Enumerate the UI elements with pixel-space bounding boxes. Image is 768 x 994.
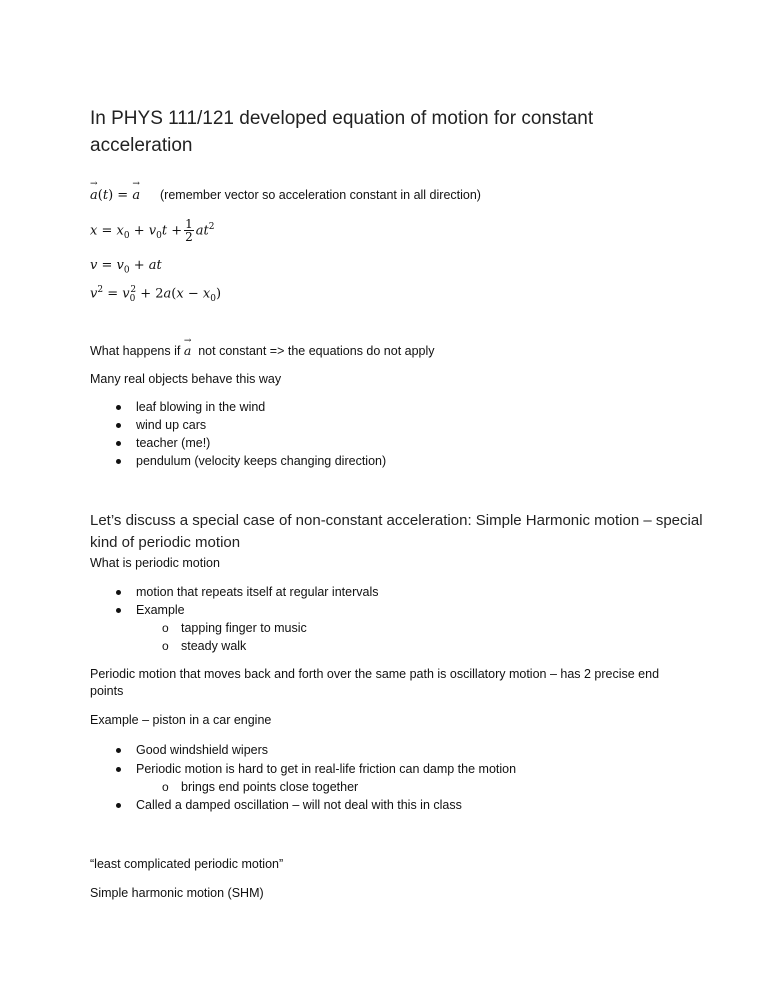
list-item: Periodic motion is hard to get in real-life friction can damp the motion (136, 762, 517, 776)
paragraph-least-complicated: “least complicated periodic motion” (90, 857, 284, 871)
bullet-icon (116, 399, 121, 416)
paragraph-shm: Simple harmonic motion (SHM) (90, 886, 264, 900)
bullet-icon (116, 453, 121, 470)
page-title: In PHYS 111/121 developed equation of motion for constant acceleration (90, 108, 594, 156)
sub-list-item: brings end points close together (181, 780, 359, 794)
sub-list-item: tapping finger to music (181, 621, 307, 635)
sub-bullet-icon: o (162, 639, 169, 653)
list-item: Good windshield wipers (136, 743, 269, 757)
paragraph-what-is: What is periodic motion (90, 556, 220, 570)
list-item: pendulum (velocity keeps changing direction) (136, 454, 387, 468)
sub-bullet-icon: o (162, 621, 169, 635)
paragraph-what-happens: What happens if → a not constant => the equations do not apply (90, 342, 435, 360)
list-item: Example (136, 603, 185, 617)
section-heading: Let’s discuss a special case of non-constant acceleration: Simple Harmonic motion – special kind of periodic motion (90, 512, 703, 551)
sub-bullet-icon: o (162, 780, 169, 794)
bullet-icon (116, 797, 121, 814)
paragraph-many-real: Many real objects behave this way (90, 372, 282, 386)
list-item: motion that repeats itself at regular intervals (136, 585, 379, 599)
equation-acceleration-constant: → a(t) = → a (90, 188, 140, 203)
bullet-icon (116, 742, 121, 759)
equation-velocity: $v = v_0$ + at (90, 258, 162, 276)
list-item: teacher (me!) (136, 436, 211, 450)
paragraph-oscillatory: Periodic motion that moves back and forth over the same path is oscillatory motion – has 2 precise end points (90, 667, 660, 698)
bullet-icon (116, 435, 121, 452)
paragraph-example-piston: Example – piston in a car engine (90, 713, 272, 727)
equation-velocity-squared: $v^2 = v_0^2 + 2a(x - x_0)$ (90, 285, 222, 304)
equation-note: (remember vector so acceleration constant in all direction) (160, 188, 481, 202)
list-item: leaf blowing in the wind (136, 400, 266, 414)
list-item: wind up cars (136, 418, 207, 432)
sub-list-item: steady walk (181, 639, 247, 653)
bullet-icon (116, 602, 121, 619)
bullet-icon (116, 584, 121, 601)
list-item: Called a damped oscillation – will not deal with this in class (136, 798, 462, 812)
bullet-icon (116, 417, 121, 434)
equation-position: $x = x_0 + v_0t$ + $\frac{1}{2}$ $at^2$ (90, 217, 215, 245)
bullet-icon (116, 761, 121, 778)
